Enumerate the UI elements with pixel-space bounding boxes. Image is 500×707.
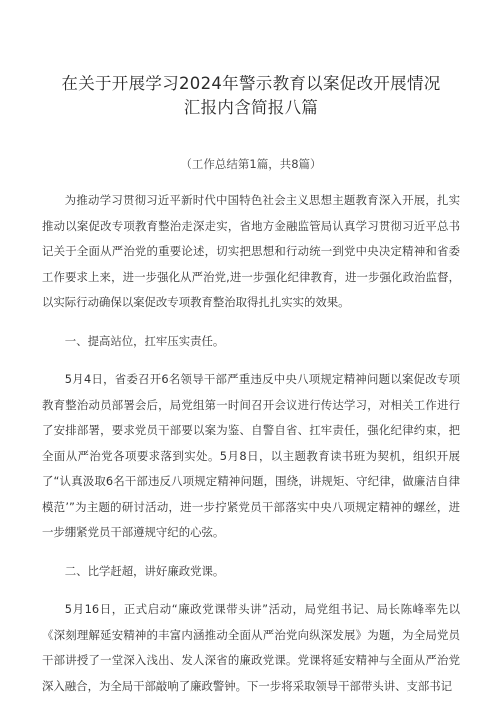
document-title [42, 0, 460, 120]
section-1-paragraph: 5月4日，省委召开6名领导干部严重违反中央八项规定精神问题以案促改专项教育整治动员部署会后，局党组第一时间召开会议进行传达学习，对相关工作进行了安排部署，要求党员干部要以案为鉴、自警自省、扛牢责任，强化纪律约束，把全面从严治党各项要求落到实处。5月8日，以主题教育读书班为契机，组织开展了“认真汲取6名干部违反八项规定精神问题，围绕，讲规矩、守纪律，做廉洁自律模范’”为主题的研讨活动，进一步拧紧党员干部落实中央八项规定精神的螺丝，进一步绷紧党员干部遵规守纪的心弦。 [42, 372, 460, 539]
section-1-heading: 一、提高站位，扛牢压实责任。 [64, 333, 225, 348]
section-2-paragraph: 5月16日，正式启动“廉政党课带头讲”活动，局党组书记、局长陈峰率先以《深刻理解延安精神的丰富内涵推动全面从严治党向纵深发展》为题，为全局党员干部讲授了一堂深入浅出、发人深省的廉政党课。党课将延安精神与全面从严治党深入融合，为全局干部敲响了廉政警钟。下一步将采取领导干部带头讲、支部书记 [42, 602, 460, 693]
document-subtitle: （工作总结第1篇，共8篇） [180, 157, 322, 171]
title-line-1: 在关于开展学习2024年警示教育以案促改开展情况 [61, 74, 441, 93]
intro-paragraph: 为推动学习贯彻习近平新时代中国特色社会主义思想主题教育深入开展，扎实推动以案促改专项教育整治走深走实，省地方金融监管局认真学习贯彻习近平总书记关于全面从严治党的重要论述，切实把思想和行动统一到党中央决定精神和省委工作要求上来，进一步强化从严治党,进一步强化纪律教育，进一步强化政治监督，以实际行动确保以案促改专项教育整治取得扎扎实实的效果。 [42, 193, 460, 309]
section-2-heading: 二、比学赶超，讲好廉政党课。 [64, 563, 225, 578]
title-line-2: 汇报内含简报八篇 [183, 98, 319, 117]
